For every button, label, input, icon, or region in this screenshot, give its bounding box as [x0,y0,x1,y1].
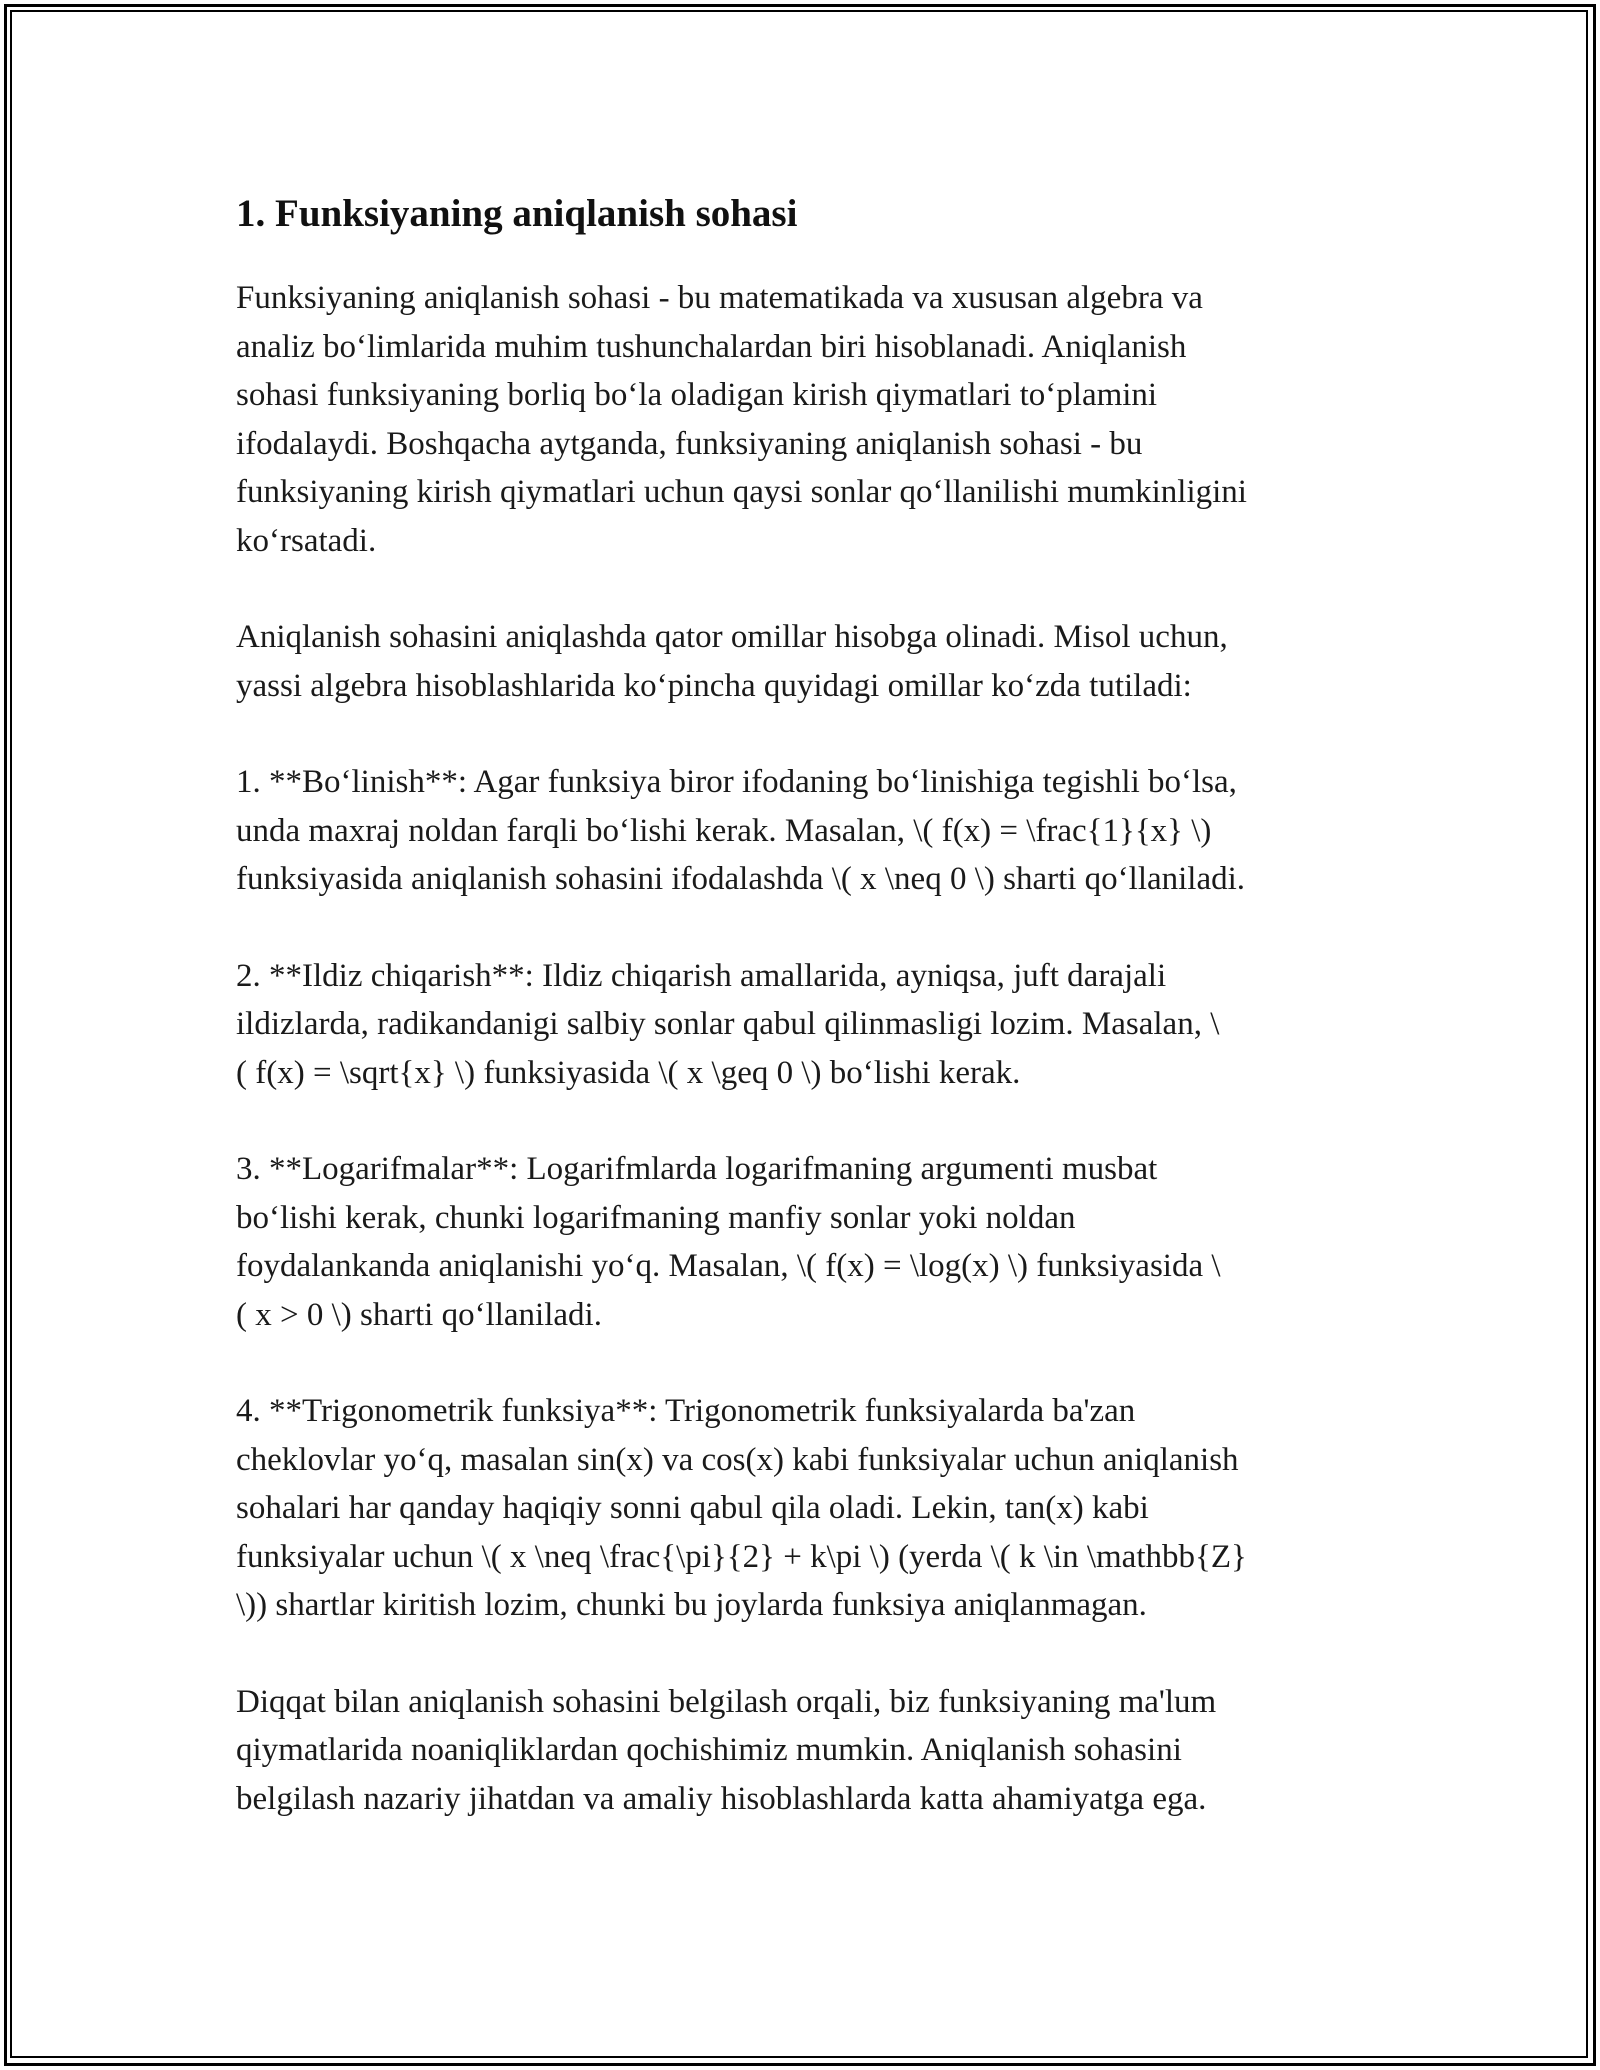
document-body [236,186,1376,1871]
section-title: 1. Funksiyaning aniqlanish sohasi [236,192,798,235]
paragraph-intro: Funksiyaning aniqlanish sohasi - bu matematikada va xususan algebra va analiz bo‘limlarida muhim tushunchalardan biri hisoblanadi. Aniqlanish sohasi funksiyaning borliq bo‘la oladigan kirish qiymatlari to‘plamini ifodalaydi. Boshqacha aytganda, funksiyaning aniqlanish sohasi - bu funksiyaning kirish qiymatlari uchun qaysi sonlar qo‘llanilishi mumkinligini ko‘rsatadi. [236,280,1247,559]
paragraph-division: 1. **Bo‘linish**: Agar funksiya biror ifodaning bo‘linishiga tegishli bo‘lsa, unda maxraj noldan farqli bo‘lishi kerak. Masalan, \( f(x) = \frac{1}{x} \) funksiyasida aniqlanish sohasini ifodalashda \( x \neq 0 \) sharti qo‘llaniladi. [236,764,1246,897]
paragraph-conclusion: Diqqat bilan aniqlanish sohasini belgilash orqali, biz funksiyaning ma'lum qiymatlarida noaniqliklardan qochishimiz mumkin. Aniqlanish sohasini belgilash nazariy jihatdan va amaliy hisoblashlarda katta ahamiyatga ega. [236,1683,1217,1817]
paragraph-root: 2. **Ildiz chiqarish**: Ildiz chiqarish amallarida, ayniqsa, juft darajali ildizlarda, radikandanigi salbiy sonlar qabul qilinmasligi lozim. Masalan, \ ( f(x) = \sqrt{x} \) funksiyasida \( x \geq 0 \) bo‘lishi kerak. [236,957,1220,1091]
paragraph-trigonometric: 4. **Trigonometrik funksiya**: Trigonometrik funksiyalarda ba'zan cheklovlar yo‘q, masalan sin(x) va cos(x) kabi funksiyalar uchun aniqlanish sohalari har qanday haqiqiy sonni qabul qila oladi. Lekin, tan(x) kabi funksiyalar uchun \( x \neq \frac{\pi}{2} + k\pi \) (yerda \( k \in \mathbb{Z} \)) shartlar kiritish lozim, chunki bu joylarda funksiya aniqlanmagan. [236,1393,1247,1623]
paragraph-factors: Aniqlanish sohasini aniqlashda qator omillar hisobga olinadi. Misol uchun, yassi algebra hisoblashlarida ko‘pincha quyidagi omillar ko‘zda tutiladi: [236,619,1228,704]
paragraph-logarithm: 3. **Logarifmalar**: Logarifmlarda logarifmaning argumenti musbat bo‘lishi kerak, chunki logarifmaning manfiy sonlar yoki noldan foydalankanda aniqlanishi yo‘q. Masalan, \( f(x) = \log(x) \) funksiyasida \ ( x > 0 \) sharti qo‘llaniladi. [236,1151,1221,1333]
